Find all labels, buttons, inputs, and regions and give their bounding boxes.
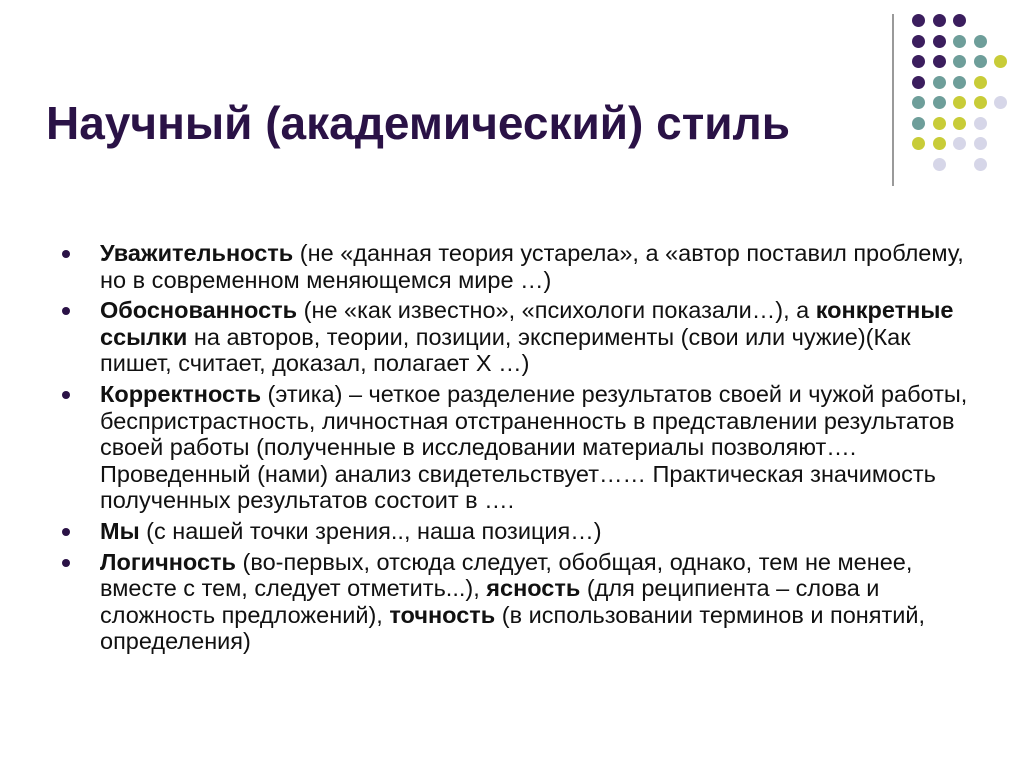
bullet-text: (не «данная теория устарела», а «автор поставил проблему, но в современном меняющемся мире …) bbox=[100, 240, 964, 293]
decorative-dot bbox=[974, 137, 987, 150]
bullet-text: (в использовании терминов и понятий, определения) bbox=[100, 601, 926, 655]
decorative-dot bbox=[912, 96, 925, 109]
bullet-text: (не «как известно», «психологи показали…), а bbox=[297, 297, 816, 324]
slide-title: Научный (академический) стиль bbox=[46, 97, 791, 149]
bullet-item bbox=[62, 297, 972, 377]
bullet-text: (с нашей точки зрения.., наша позиция…) bbox=[139, 517, 602, 544]
decorative-dot bbox=[912, 76, 925, 89]
decorative-dot-grid bbox=[912, 14, 1012, 164]
decorative-dot bbox=[953, 55, 966, 68]
bullet-term: Обоснованность bbox=[100, 297, 298, 324]
bullet-term: Мы bbox=[100, 517, 140, 544]
decorative-dot bbox=[933, 14, 946, 27]
bullet-text: (этика) – четкое разделение результатов своей и чужой работы, беспристрастность, личностная отстраненность в представлении результатов своей работы (полученные в исследовании материалы позволяют…. Проведенный (нами) анализ свидетельствует…… Практическая значимость полученных результатов состоит в …. bbox=[100, 380, 968, 514]
decorative-dot bbox=[912, 137, 925, 150]
decorative-dot bbox=[974, 158, 987, 171]
decorative-dot bbox=[912, 117, 925, 130]
decorative-dot bbox=[933, 76, 946, 89]
decorative-dot bbox=[912, 14, 925, 27]
decorative-dot bbox=[953, 96, 966, 109]
decorative-dot bbox=[933, 158, 946, 171]
decorative-dot bbox=[994, 55, 1007, 68]
decorative-dot bbox=[994, 96, 1007, 109]
decorative-dot bbox=[933, 117, 946, 130]
decorative-dot bbox=[974, 96, 987, 109]
bullet-term: точность bbox=[389, 601, 496, 628]
bullet-item bbox=[62, 381, 972, 514]
bullet-term: Логичность bbox=[100, 548, 236, 575]
decorative-dot bbox=[953, 137, 966, 150]
bullet-dot-icon bbox=[62, 307, 70, 315]
decorative-dot bbox=[912, 35, 925, 48]
decorative-dot bbox=[974, 35, 987, 48]
bullet-text: на авторов, теории, позиции, эксперименты (свои или чужие)(Как пишет, считает, доказал, полагает Х …) bbox=[100, 323, 911, 377]
decorative-dot bbox=[933, 55, 946, 68]
bullet-term: ясность bbox=[486, 575, 581, 602]
decorative-dot bbox=[953, 14, 966, 27]
bullet-item bbox=[62, 240, 972, 293]
decorative-dot bbox=[953, 35, 966, 48]
decorative-dot bbox=[912, 55, 925, 68]
decorative-dot bbox=[933, 35, 946, 48]
decorative-dot bbox=[974, 117, 987, 130]
bullet-item bbox=[62, 518, 972, 545]
title-divider bbox=[892, 14, 894, 186]
bullet-dot-icon bbox=[62, 250, 70, 258]
bullet-item bbox=[62, 549, 972, 655]
decorative-dot bbox=[953, 117, 966, 130]
decorative-dot bbox=[974, 55, 987, 68]
bullet-term: конкретные ссылки bbox=[100, 297, 954, 350]
bullet-text: (для реципиента – слова и сложность предложений), bbox=[100, 575, 880, 628]
bullet-term: Уважительность bbox=[100, 240, 294, 266]
decorative-dot bbox=[933, 96, 946, 109]
bullet-dot-icon bbox=[62, 528, 70, 536]
decorative-dot bbox=[933, 137, 946, 150]
bullet-dot-icon bbox=[62, 559, 70, 567]
decorative-dot bbox=[974, 76, 987, 89]
bullet-term: Корректность bbox=[100, 380, 262, 407]
decorative-dot bbox=[953, 76, 966, 89]
bullet-dot-icon bbox=[62, 391, 70, 399]
bullet-text: (во-первых, отсюда следует, обобщая, однако, тем не менее, вместе с тем, следует отметить...), bbox=[100, 548, 913, 602]
bullet-list bbox=[62, 240, 972, 659]
